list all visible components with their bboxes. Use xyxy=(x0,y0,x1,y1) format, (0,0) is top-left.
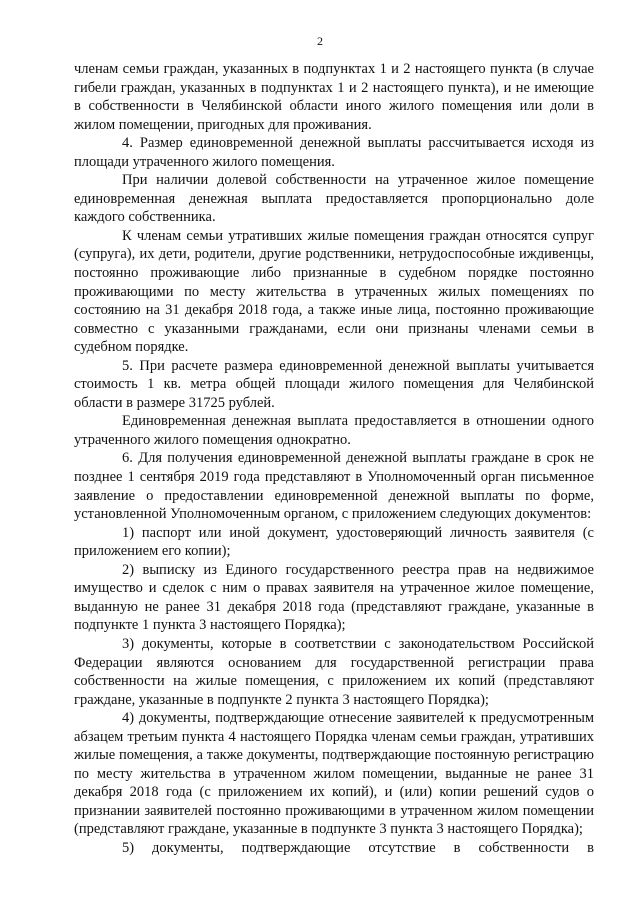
list-item-3: 3) документы, которые в соответствии с законодательством Российской Федерации являются основанием для государственной регистрации права собственности на жилые помещения, с приложением их копий (представляют граждане, указанные в подпункте 2 пункта 3 настоящего Порядка); xyxy=(74,635,594,708)
paragraph-item-6: 6. Для получения единовременной денежной выплаты граждане в срок не позднее 1 сентября 2019 года представляют в Уполномоченный орган письменное заявление о предоставлении единовременной денежной выплаты по форме, установленной Уполномоченным органом, с приложением следующих документов: xyxy=(74,450,594,523)
paragraph-one-time-payment: Единовременная денежная выплата предоставляется в отношении одного утраченного жилого помещения однократно. xyxy=(74,413,594,448)
paragraph-item-5: 5. При расчете размера единовременной денежной выплаты учитывается стоимость 1 кв. метра общей площади жилого помещения для Челябинской области в размере 31725 рублей. xyxy=(74,357,594,411)
paragraph-family-members: К членам семьи утративших жилые помещения граждан относятся супруг (супруга), их дети, родители, другие родственники, нетрудоспособные иждивенцы, постоянно проживающие либо признанные в судебном порядке постоянно проживающими по месту жительства в утраченных жилых помещениях по состоянию на 31 декабря 2018 года, а также иные лица, постоянно проживающие совместно с указанными гражданами, если они признаны членами семьи в судебном порядке. xyxy=(74,227,594,356)
document-body xyxy=(74,60,594,858)
paragraph-continuation: членам семьи граждан, указанных в подпунктах 1 и 2 настоящего пункта (в случае гибели граждан, указанных в подпунктах 1 и 2 настоящего пункта), и не имеющие в собственности в Челябинской области иного жилого помещения или доли в жилом помещении, пригодных для проживания. xyxy=(74,61,594,133)
page-number: 2 xyxy=(317,34,323,48)
list-item-5: 5) документы, подтверждающие отсутствие в собственности в xyxy=(122,839,594,856)
paragraph-shared-ownership: При наличии долевой собственности на утраченное жилое помещение единовременная денежная выплата предоставляется пропорционально доле каждого собственника. xyxy=(74,172,594,226)
list-item-4: 4) документы, подтверждающие отнесение заявителей к предусмотренным абзацем третьим пункта 4 настоящего Порядка членам семьи граждан, утративших жилые помещения, а также документы, подтверждающие постоянную регистрацию по месту жительства в утраченном жилом помещении, выданные не ранее 31 декабря 2018 года (с приложением их копий), и (или) копии решений судов о признании заявителей постоянно проживающими в утраченном жилом помещении (представляют граждане, указанные в подпункте 3 пункта 3 настоящего Порядка); xyxy=(74,710,594,838)
list-item-1: 1) паспорт или иной документ, удостоверяющий личность заявителя (с приложением его копии); xyxy=(74,524,594,560)
list-item-2: 2) выписку из Единого государственного реестра прав на недвижимое имущество и сделок с ним о правах заявителя на утраченное жилое помещение, выданную не ранее 31 декабря 2018 года (представляют граждане, указанные в подпункте 1 пункта 3 настоящего Порядка); xyxy=(74,561,594,634)
paragraph-item-4: 4. Размер единовременной денежной выплаты рассчитывается исходя из площади утраченного жилого помещения. xyxy=(74,135,594,170)
